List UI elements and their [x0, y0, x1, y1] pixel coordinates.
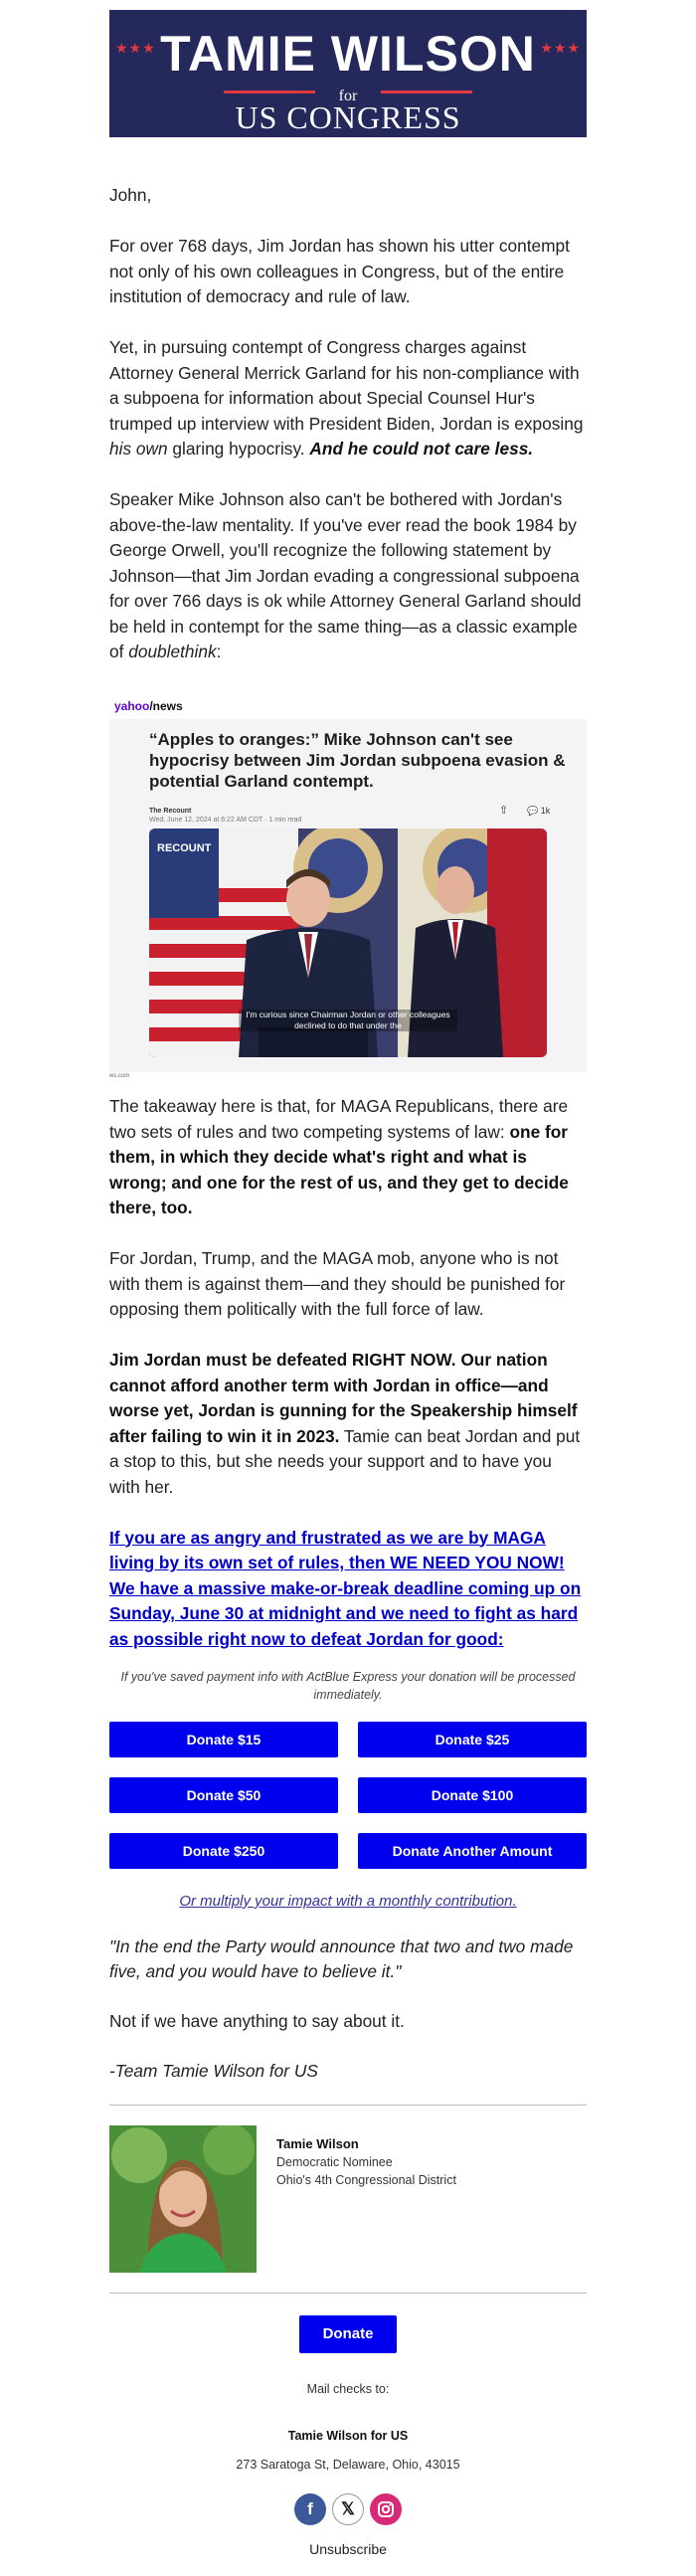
facebook-icon[interactable]: f — [294, 2493, 326, 2525]
comment-count — [527, 799, 550, 825]
banner-congress: US CONGRESS — [235, 99, 461, 135]
paragraph-2 — [109, 335, 587, 462]
paragraph-1: For over 768 days, Jim Jordan has shown his utter contempt not only of his own colleagues in Congress, but of the entire institution of democracy and rule of law. — [109, 236, 570, 306]
response-line: Not if we have anything to say about it. — [109, 2010, 405, 2031]
mailing-address: 273 Saratoga St, Delaware, Ohio, 43015 — [236, 2457, 460, 2472]
paragraph-4 — [109, 1094, 587, 1221]
candidate-district: Ohio's 4th Congressional District — [276, 2172, 456, 2187]
comment-icon: 💬 — [527, 806, 539, 816]
donate-25-button[interactable]: Donate $25 — [358, 1722, 587, 1757]
footer-donate-button[interactable]: Donate — [299, 2315, 397, 2353]
p6-bold: Jim Jordan must be defeated RIGHT NOW. Our nation cannot afford another term with Jordan in office—and worse yet, Jordan is gunning for the Speakership himself after failing to win it in 2023. — [109, 1350, 578, 1446]
paragraph-5: For Jordan, Trump, and the MAGA mob, anyone who is not with them is against them—and they should be punished for opposing them politically with the full force of law. — [109, 1248, 566, 1319]
banner-name: TAMIE WILSON — [160, 26, 536, 82]
article-source: The Recount — [149, 808, 192, 815]
signature: -Team Tamie Wilson for US — [109, 2061, 318, 2081]
donate-button-grid — [109, 1722, 587, 1869]
article-photo — [149, 828, 547, 1057]
campaign-banner — [109, 10, 587, 137]
yahoo-brand: yahoo — [114, 699, 150, 713]
yahoo-news-logo — [114, 694, 183, 720]
article-headline: “Apples to oranges:” Mike Johnson can't see hypocrisy between Jim Jordan subpoena evasion & potential Garland contempt. — [149, 730, 566, 791]
instagram-icon[interactable] — [370, 2493, 402, 2525]
monthly-contribution-link[interactable]: Or multiply your impact with a monthly contribution. — [179, 1893, 517, 1910]
candidate-role: Democratic Nominee — [276, 2154, 393, 2169]
p6-text: Tamie can beat Jordan and put a stop to this, but she needs your support and to have you with her. — [109, 1425, 581, 1497]
news-brand: /news — [149, 699, 183, 713]
donate-100-button[interactable]: Donate $100 — [358, 1777, 587, 1813]
donate-50-button[interactable]: Donate $50 — [109, 1777, 338, 1813]
banner-for: for — [338, 88, 358, 104]
donate-250-button[interactable]: Donate $250 — [109, 1833, 338, 1869]
divider-top — [109, 2105, 587, 2106]
stars-right: ★★★ — [540, 40, 581, 56]
paragraph-6 — [109, 1348, 587, 1500]
instagram-glyph — [377, 2500, 395, 2518]
social-links — [109, 2493, 587, 2525]
email-footer — [109, 2294, 587, 2563]
paragraph-3 — [109, 487, 587, 665]
p2-bold: And he could not care less. — [309, 439, 534, 459]
cta-link[interactable]: If you are as angry and frustrated as we are by MAGA living by its own set of rules, then WE NEED YOU NOW! We have a massive make-or-break deadline coming up on Sunday, June 30 at midnight and we need to fight as hard as possible right now to defeat Jordan for good: — [109, 1527, 582, 1649]
greeting: John, — [109, 185, 152, 205]
mail-checks-label: Mail checks to: — [306, 2381, 390, 2396]
orwell-quote: "In the end the Party would announce that two and two made five, and you would have to believe it." — [109, 1935, 574, 1981]
share-icon: ⇧ — [499, 805, 509, 817]
p3-doublethink: doublethink — [128, 642, 217, 661]
p3-text: Speaker Mike Johnson also can't be bothered with Jordan's above-the-law mentality. If you've ever read the book 1984 by George Orwell, you'll recognize the following statement by Johnson—that Jim Jordan evading a congressional subpoena for over 766 days is ok while Attorney General Garland should be held in contempt for the same thing—as a classic example of — [109, 489, 582, 661]
email-body — [109, 137, 587, 2563]
unsubscribe-link[interactable]: Unsubscribe — [309, 2541, 387, 2557]
x-icon[interactable]: 𝕏 — [332, 2493, 364, 2525]
p4-text: The takeaway here is that, for MAGA Republicans, there are two sets of rules and two competing systems of law: — [109, 1096, 569, 1142]
video-caption: I'm curious since Chairman Jordan or other colleagues declined to do that under the — [239, 1010, 457, 1031]
news-article-screenshot — [109, 690, 587, 1079]
p2-text-2: glaring hypocrisy. — [167, 439, 310, 459]
p2-text: Yet, in pursuing contempt of Congress charges against Attorney General Merrick Garland for his non-compliance with a subpoena for information about Special Counsel Hur's trumped up interview with President Biden, Jordan is exposing — [109, 337, 584, 434]
candidate-photo — [109, 2125, 257, 2273]
candidate-portrait — [109, 2125, 257, 2273]
article-card — [109, 719, 587, 1079]
email-container — [109, 10, 587, 2563]
candidate-name: Tamie Wilson — [276, 2135, 359, 2151]
donate-15-button[interactable]: Donate $15 — [109, 1722, 338, 1757]
recount-watermark: RECOUNT — [157, 842, 212, 854]
committee-name: Tamie Wilson for US — [287, 2429, 409, 2443]
article-footer: ws.com — [109, 1073, 130, 1079]
actblue-note: If you've saved payment info with ActBlue Express your donation will be processed immediately. — [120, 1670, 576, 1702]
p4-bold: one for them, in which they decide what's right and what is wrong; and one for the rest of us, and they get to decide there, too. — [109, 1121, 569, 1217]
p2-emphasis: his own — [109, 439, 168, 459]
stars-left: ★★★ — [115, 40, 156, 56]
comment-count-value: 1k — [540, 806, 551, 816]
article-date: Wed, June 12, 2024 at 6:22 AM CDT · 1 min read — [149, 817, 302, 824]
candidate-profile — [109, 2125, 587, 2273]
donate-other-amount-button[interactable]: Donate Another Amount — [358, 1833, 587, 1869]
p3-colon: : — [216, 642, 222, 661]
